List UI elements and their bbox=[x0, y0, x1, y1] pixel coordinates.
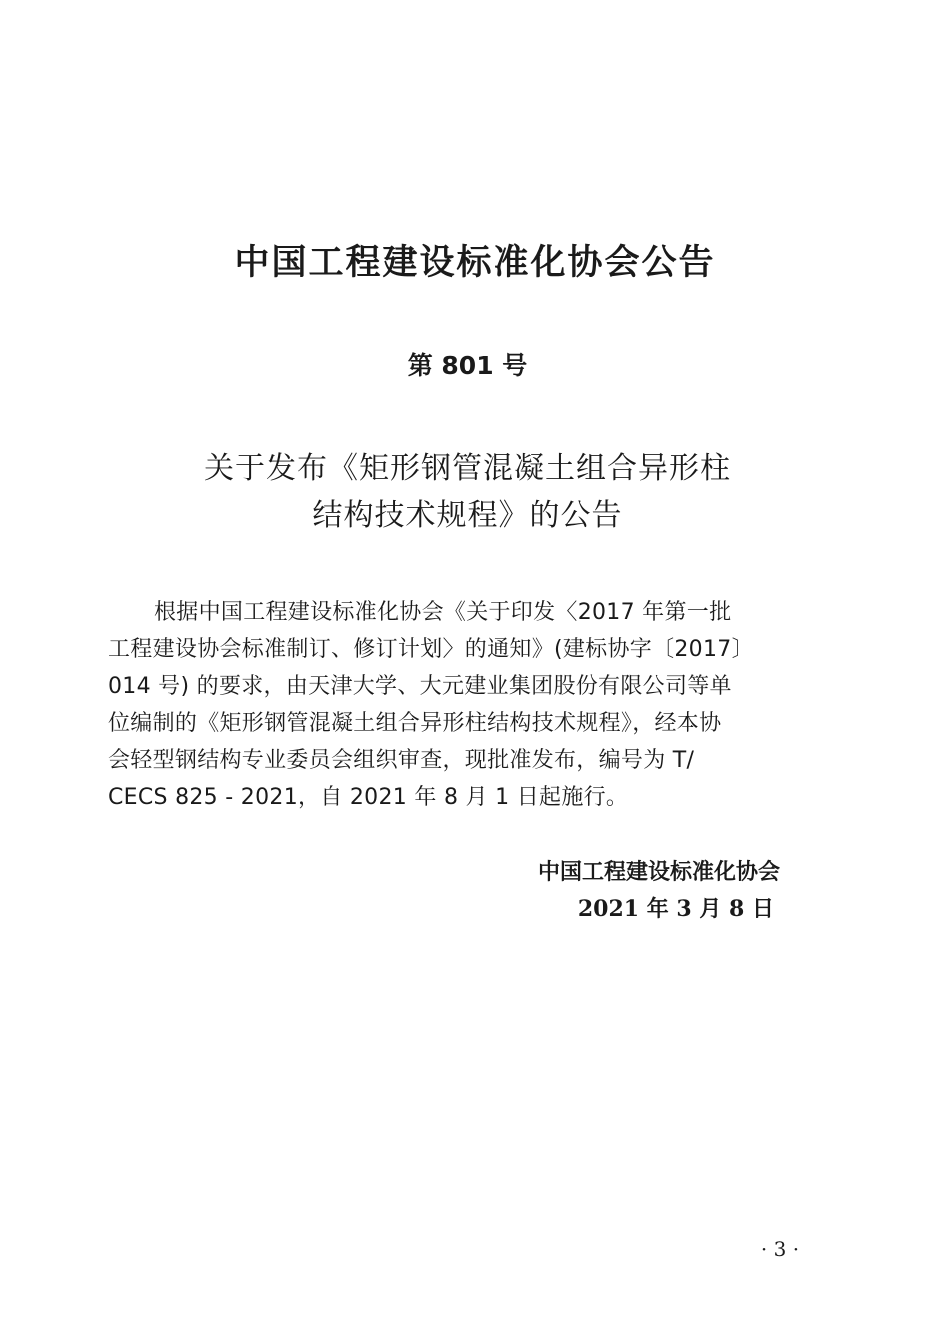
body-line: 根据中国工程建设标准化协会《关于印发〈2017 年第一批 bbox=[154, 600, 732, 625]
notice-title: 中国工程建设标准化协会公告 bbox=[234, 243, 716, 283]
body-line: 工程建设协会标准制订、修订计划〉的通知》(建标协字〔2017〕 bbox=[108, 637, 754, 662]
body-line: 014 号) 的要求，由天津大学、大元建业集团股份有限公司等单 bbox=[108, 674, 732, 699]
body-line: CECS 825 - 2021，自 2021 年 8 月 1 日起施行。 bbox=[108, 785, 629, 810]
page-number: · 3 · bbox=[760, 1237, 800, 1261]
notice-subtitle-line1: 关于发布《矩形钢管混凝土组合异形柱 bbox=[204, 451, 731, 486]
signature-organization: 中国工程建设标准化协会 bbox=[537, 860, 780, 885]
body-line: 位编制的《矩形钢管混凝土组合异形柱结构技术规程》，经本协 bbox=[108, 711, 722, 736]
notice-number: 第 801 号 bbox=[407, 351, 528, 380]
signature-date: 2021 年 3 月 8 日 bbox=[577, 896, 774, 922]
notice-subtitle-line2: 结构技术规程》的公告 bbox=[312, 498, 623, 533]
notice-body bbox=[108, 594, 834, 816]
body-line: 会轻型钢结构专业委员会组织审查，现批准发布，编号为 T/ bbox=[108, 748, 695, 773]
